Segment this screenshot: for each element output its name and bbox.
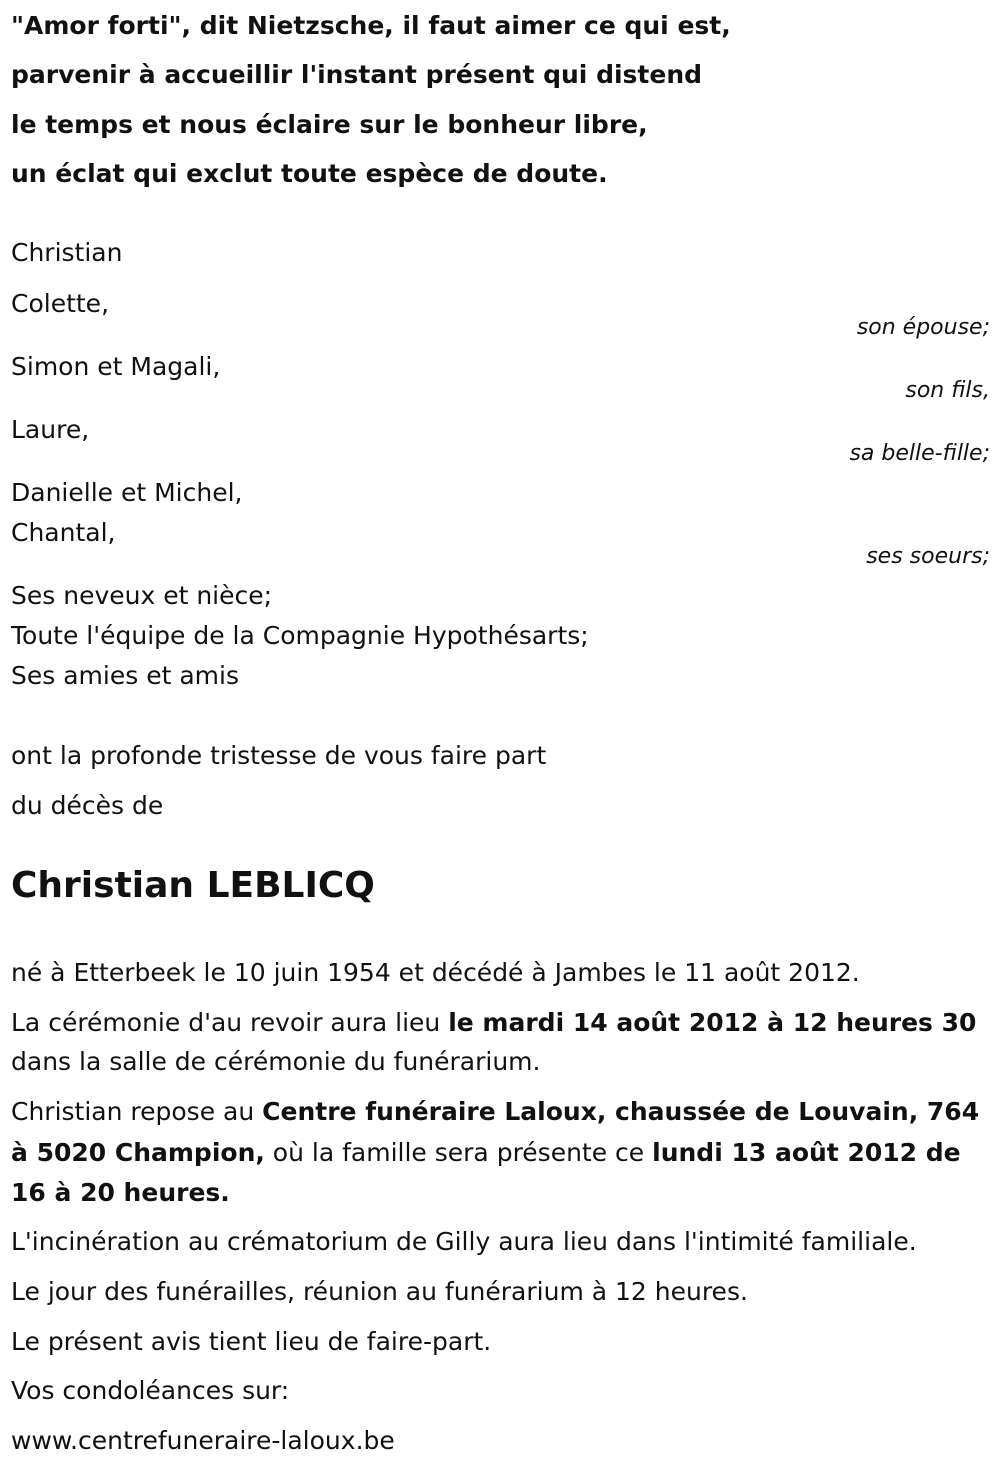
repose-line-1	[11, 1092, 979, 1132]
family-christian: Christian	[11, 238, 123, 267]
incineration-line: L'incinération au crématorium de Gilly aura lieu dans l'intimité familiale.	[11, 1227, 917, 1256]
deceased-name: Christian LEBLICQ	[11, 865, 375, 906]
family-laure: Laure,	[11, 415, 90, 444]
ceremony-text: La cérémonie d'au revoir aura lieu	[11, 1008, 449, 1037]
announcement-line-1: ont la profonde tristesse de vous faire part	[11, 741, 547, 770]
role-son: son fils,	[905, 378, 990, 403]
quote-line-1: "Amor forti", dit Nietzsche, il faut aimer ce qui est,	[11, 11, 731, 40]
funeral-day-line: Le jour des funérailles, réunion au funérarium à 12 heures.	[11, 1277, 748, 1306]
role-sisters: ses soeurs;	[866, 544, 990, 569]
role-spouse: son épouse;	[856, 315, 990, 340]
family-other-1: Ses neveux et nièce;	[11, 581, 273, 610]
family-simon: Simon et Magali,	[11, 352, 221, 381]
role-daughter-in-law: sa belle-fille;	[849, 441, 990, 466]
notice-line: Le présent avis tient lieu de faire-part.	[11, 1327, 492, 1356]
ceremony-date: le mardi 14 août 2012 à 12 heures 30	[448, 1008, 977, 1037]
quote-line-3: le temps et nous éclaire sur le bonheur libre,	[11, 110, 648, 139]
repose-date: lundi 13 août 2012 de	[652, 1138, 961, 1167]
quote-line-2: parvenir à accueillir l'instant présent qui distend	[11, 60, 703, 89]
repose-family-text: où la famille sera présente ce	[264, 1138, 653, 1167]
repose-location: Centre funéraire Laloux, chaussée de Louvain, 764	[262, 1097, 980, 1126]
repose-postal: à 5020 Champion,	[11, 1138, 265, 1167]
family-danielle: Danielle et Michel,	[11, 478, 243, 507]
repose-line-3: 16 à 20 heures.	[11, 1178, 230, 1207]
birth-death-line: né à Etterbeek le 10 juin 1954 et décédé à Jambes le 11 août 2012.	[11, 958, 860, 987]
ceremony-line-2: dans la salle de cérémonie du funérarium.	[11, 1047, 541, 1076]
quote-line-4: un éclat qui exclut toute espèce de doute.	[11, 159, 608, 188]
repose-line-2	[11, 1133, 961, 1173]
family-other-2: Toute l'équipe de la Compagnie Hypothésarts;	[11, 621, 589, 650]
repose-text: Christian repose au	[11, 1097, 263, 1126]
ceremony-line-1	[11, 1003, 976, 1043]
website-link[interactable]: www.centrefuneraire-laloux.be	[11, 1426, 395, 1455]
family-colette: Colette,	[11, 289, 110, 318]
family-other-3: Ses amies et amis	[11, 661, 239, 690]
condolences-line: Vos condoléances sur:	[11, 1376, 290, 1405]
announcement-line-2: du décès de	[11, 791, 164, 820]
family-chantal: Chantal,	[11, 518, 116, 547]
